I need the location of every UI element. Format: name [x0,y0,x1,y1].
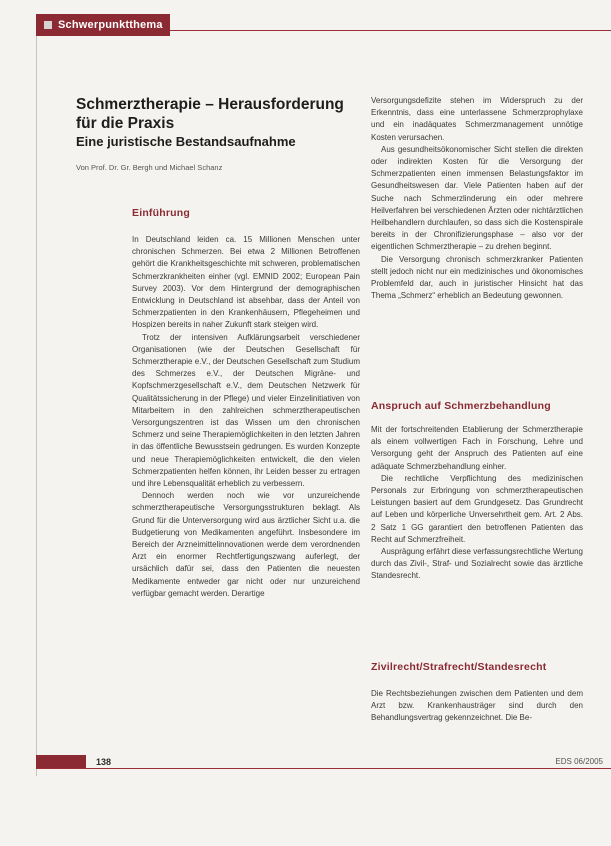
footer-rule [36,768,611,769]
paragraph: In Deutschland leiden ca. 15 Millionen Menschen unter chronischen Schmerzen. Bei etwa 2 Millionen Betroffenen gehört die Krankheitsgeschichte mit schweren, problematischen Schmerzkrankheiten einher (vgl. EMNID 2002; European Pain Survey 2003). Vor dem Hintergrund der demographischen Entwicklung in Deutschland ist absehbar, dass der Anteil von Schmerzpatienten in den Krankenhäusern, Pflegeheimen und Hospizen bereits in naher Zukunft stark steigen wird. [132,235,360,330]
footer-block [36,755,86,769]
paragraph: Ausprägung erfährt diese verfassungsrechtliche Wertung durch das Zivil-, Straf- und Sozialrecht sowie das ärztliche Standesrecht. [371,547,583,581]
article-byline: Von Prof. Dr. Gr. Bergh und Michael Schanz [76,163,223,172]
column-right-top [371,95,583,302]
side-rule [36,36,37,776]
page-number: 138 [96,757,112,767]
paragraph: Die Rechtsbeziehungen zwischen dem Patienten und dem Arzt bzw. Krankenhausträger sind durch den Behandlungsvertrag gekennzeichnet. Die Be- [371,689,583,723]
issue-label: EDS 06/2005 [555,757,603,766]
heading-claim: Anspruch auf Schmerzbehandlung [371,400,551,412]
paragraph: Die rechtliche Verpflichtung des medizinischen Personals zur Erbringung von schmerztherapeutischen Leistungen basiert auf dem Grundgesetz. Das Grundrecht auf Leben und körperliche Unversehrtheit gem. Art. 2 Abs. 2 Satz 1 GG garantiert den betroffenen Patienten das Recht auf Schmerzfreiheit. [371,473,583,544]
square-icon [44,21,52,29]
paragraph: Aus gesundheitsökonomischer Sicht stellen die direkten oder indirekten Kosten für die Versorgung der Schmerzpatienten einen immensen Belastungsfaktor im Gesundheitswesen dar. Viele Patienten haben auf der Suche nach Schmerzlinderung ein oder mehrere Heilverfahren bei verschiedenen Ärzten oder nichtärztlichen Heilbehandlern durchlaufen, so dass sich die Kostenspirale bereits in der Chronifizierungsphase – also vor der eigentlichen Schmerztherapie – zu drehen beginnt. [371,144,583,252]
article-title: Schmerztherapie – Herausforderung für die Praxis [76,96,344,132]
paragraph: Mit der fortschreitenden Etablierung der Schmerztherapie als einem vollwertigen Fach in Forschung, Lehre und Versorgung geht der Anspruch des Patienten auf eine adäquate Schmerzbehandlung einher. [371,425,583,471]
paragraph: Versorgungsdefizite stehen im Widerspruch zu der Erkenntnis, dass eine unterlassene Schmerzprophylaxe und ein inadäquates Schmerzmanagement unnötige Kosten verursachen. [371,96,583,142]
section-header [36,14,170,36]
heading-intro: Einführung [132,207,190,219]
paragraph: Dennoch werden noch wie vor unzureichende schmerztherapeutische Versorgungsstrukturen beklagt. Als Grund für die Unterversorgung wird aus ärztlicher Sicht u.a. die Budgetierung von Medikamenten angeführt. Insbesondere im Bereich der Arzneimittelinnovationen werde dem verordnenden Arzt ein enormer Rechtfertigungszwang auferlegt, der ursächlich dafür sei, dass den Patienten die neuesten Medikamente entweder gar nicht oder nur unzureichend verfügbar gemacht werden. Derartige [132,491,360,598]
paragraph: Trotz der intensiven Aufklärungsarbeit verschiedener Organisationen (wie der Deutschen Gesellschaft für Schmerztherapie e.V., der Deutschen Gesellschaft zum Studium des Schmerzes e.V., der Deutschen Migräne- und Kopfschmerzgesellschaft e.V., dem Deutschen Netzwerk für Qualitätssicherung in der Pflege) und vieler Einzelinitiativen von Mitarbeitern in den zahlreichen schmerztherapeutischen Versorgungszentren ist das Wissen um den chronischen Schmerz und seine Therapiemöglichkeiten in den letzten Jahren in das öffentliche Bewusstsein gedrungen. Es wurden Konzepte und neue Therapiemöglichkeiten entwickelt, die den vielen Schmerzpatienten helfen können, ihr Leiden besser zu ertragen und ihre Lebensqualität erheblich zu verbessern. [132,332,360,489]
column-left [132,234,360,600]
paragraph: Die Versorgung chronisch schmerzkranker Patienten stellt jedoch nicht nur ein medizinisches und ökonomisches Problemfeld dar, auch in juristischer Hinsicht hat das Thema „Schmerz“ erheblich an Bedeutung gewonnen. [371,254,583,301]
column-right-bottom [371,688,583,725]
section-label: Schwerpunktthema [58,19,163,31]
heading-law: Zivilrecht/Strafrecht/Standesrecht [371,661,547,673]
column-right-middle [371,424,583,583]
article-subtitle: Eine juristische Bestandsaufnahme [76,134,296,149]
